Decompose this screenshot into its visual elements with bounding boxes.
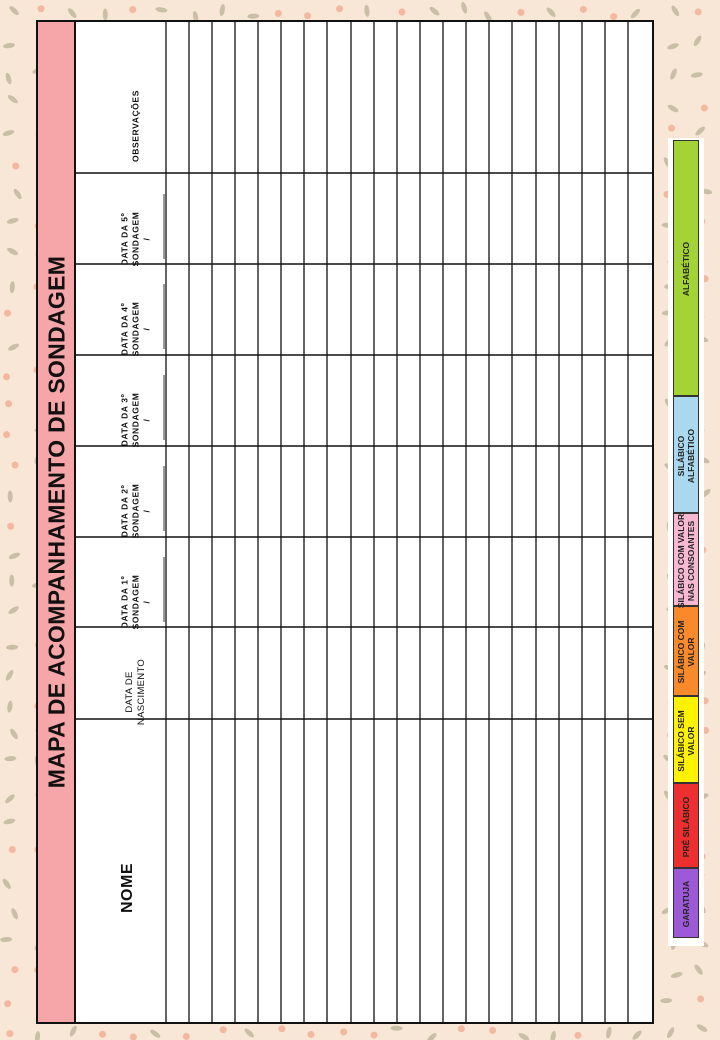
leaf-ornament — [666, 1026, 676, 1039]
dot-ornament — [489, 1027, 496, 1034]
header-s4-line2: SONDAGEM — [130, 301, 141, 357]
legend-swatch — [673, 696, 699, 783]
legend-swatch — [673, 140, 699, 396]
leaf-ornament — [545, 6, 557, 18]
header-s5-slash: / — [141, 237, 152, 241]
leaf-ornament — [5, 72, 13, 85]
leaf-ornament — [3, 818, 16, 826]
dot-ornament — [304, 12, 311, 19]
sondagem-sheet — [36, 20, 654, 1024]
leaf-ornament — [426, 1032, 438, 1040]
header-s4-slash: / — [141, 327, 152, 331]
header-s5-line2: SONDAGEM — [130, 211, 141, 267]
dot-ornament — [458, 1025, 465, 1032]
header-birth-date — [124, 659, 148, 725]
leaf-ornament — [7, 700, 14, 713]
leaf-ornament — [517, 1032, 530, 1040]
dot-ornament — [6, 1030, 13, 1037]
leaf-ornament — [4, 756, 16, 762]
dot-ornament — [278, 1025, 285, 1032]
dot-ornament — [11, 966, 18, 973]
dot-ornament — [9, 846, 16, 853]
leaf-ornament — [6, 94, 19, 105]
leaf-ornament — [2, 129, 15, 137]
leaf-ornament — [247, 13, 259, 19]
header-s1-slash: / — [141, 600, 152, 604]
leaf-ornament — [670, 5, 681, 18]
leaf-ornament — [696, 1023, 709, 1033]
dot-ornament — [3, 373, 10, 380]
header-s3-line1: DATA DA 3º — [119, 393, 130, 447]
dot-ornament — [371, 1032, 378, 1039]
dot-ornament — [4, 310, 11, 317]
legend-label — [676, 710, 696, 771]
leaf-ornament — [219, 4, 226, 17]
title-strip — [38, 22, 76, 1022]
dot-ornament — [701, 104, 708, 111]
header-s4-line1: DATA DA 4º — [119, 302, 130, 356]
dot-ornament — [307, 1031, 314, 1038]
legend-swatch — [673, 513, 699, 606]
legend-label — [681, 242, 691, 296]
header-s2-line1: DATA DA 2º — [119, 484, 130, 538]
leaf-ornament — [155, 6, 168, 13]
leaf-ornament — [694, 125, 706, 137]
legend-label-line: ALFABÉTICO — [686, 428, 696, 483]
dot-ornament — [129, 6, 136, 13]
dot-ornament — [336, 5, 343, 12]
legend-label — [676, 513, 696, 607]
header-s3-slash: / — [141, 418, 152, 422]
leaf-ornament — [9, 281, 15, 293]
leaf-ornament — [4, 793, 16, 805]
table-grid — [76, 22, 652, 1022]
leaf-ornament — [693, 963, 704, 976]
header-s1-line2: SONDAGEM — [130, 574, 141, 630]
dot-ornament — [130, 1034, 137, 1040]
page-title: MAPA DE ACOMPANHAMENTO DE SONDAGEM — [43, 255, 70, 789]
leaf-ornament — [690, 71, 703, 78]
dot-ornament — [695, 8, 702, 15]
leaf-ornament — [660, 998, 672, 1003]
dot-ornament — [12, 162, 19, 169]
legend-label — [676, 428, 696, 482]
header-s5-line1: DATA DA 5º — [119, 212, 130, 266]
dot-ornament — [399, 9, 406, 16]
header-sondagem-4 — [120, 302, 153, 357]
leaf-ornament — [667, 103, 680, 113]
dot-ornament — [697, 995, 704, 1002]
legend-swatch — [673, 606, 699, 696]
leaf-ornament — [666, 42, 679, 51]
leaf-ornament — [6, 217, 19, 225]
legend-label-line: SILÁBICO COM — [676, 620, 686, 684]
leaf-ornament — [670, 971, 683, 979]
header-s1-line1: DATA DA 1º — [119, 575, 130, 629]
dot-ornament — [183, 1033, 190, 1040]
leaf-ornament — [12, 188, 23, 201]
leaf-ornament — [34, 1031, 40, 1040]
leaf-ornament — [669, 67, 678, 80]
legend-label — [681, 881, 691, 928]
legend-swatch — [673, 868, 699, 938]
leaf-ornament — [9, 574, 14, 586]
leaf-ornament — [3, 42, 16, 49]
header-name: NOME — [119, 863, 136, 913]
dot-ornament — [340, 1028, 347, 1035]
legend-label — [676, 621, 696, 684]
dot-ornament — [220, 1026, 227, 1033]
leaf-ornament — [68, 1025, 78, 1038]
legend-label-line: VALOR — [686, 637, 696, 667]
dot-ornament — [4, 1000, 11, 1007]
leaf-ornament — [103, 8, 108, 20]
leaf-ornament — [692, 34, 703, 47]
dot-ornament — [517, 9, 524, 16]
leaf-ornament — [605, 1026, 612, 1039]
dot-ornament — [7, 523, 14, 530]
level-legend — [668, 138, 704, 946]
leaf-ornament — [7, 490, 12, 502]
leaf-ornament — [629, 8, 641, 20]
leaf-ornament — [8, 551, 21, 560]
leaf-ornament — [4, 669, 14, 682]
leaf-ornament — [7, 342, 20, 352]
leaf-ornament — [67, 7, 78, 19]
dot-ornament — [38, 5, 45, 12]
leaf-ornament — [8, 5, 20, 17]
leaf-ornament — [9, 728, 20, 741]
legend-label-line: PRÉ SILÁBICO — [681, 796, 691, 857]
leaf-ornament — [550, 1030, 557, 1040]
legend-label-line: VALOR — [686, 725, 696, 756]
leaf-ornament — [390, 1026, 402, 1031]
legend-swatch — [673, 783, 699, 868]
dot-ornament — [580, 6, 587, 13]
header-observacoes: OBSERVAÇÕES — [130, 90, 141, 162]
header-s2-slash: / — [141, 509, 152, 513]
legend-label-line: SILÁBICO — [676, 435, 686, 476]
leaf-ornament — [0, 937, 12, 943]
legend-label-line: GARATUJA — [681, 880, 691, 928]
legend-swatch — [673, 396, 699, 513]
legend-label-line: ALFABÉTICO — [681, 241, 691, 297]
leaf-ornament — [428, 5, 440, 17]
leaf-ornament — [6, 246, 19, 256]
leaf-ornament — [10, 907, 19, 920]
leaf-ornament — [460, 1, 468, 14]
leaf-ornament — [6, 644, 18, 650]
leaf-ornament — [1, 877, 12, 890]
legend-label — [681, 796, 691, 856]
header-s2-line2: SONDAGEM — [130, 483, 141, 539]
dot-ornament — [3, 431, 10, 438]
dot-ornament — [574, 1032, 581, 1039]
leaf-ornament — [243, 1027, 255, 1039]
dot-ornament — [5, 400, 12, 407]
header-birth-line2: NASCIMENTO — [136, 658, 147, 726]
leaf-ornament — [631, 1029, 643, 1040]
dot-ornament — [99, 1031, 106, 1038]
legend-label-line: SILÁBICO COM VALOR — [676, 513, 686, 608]
header-sondagem-5 — [120, 212, 153, 267]
dot-ornament — [12, 462, 19, 469]
legend-label-line: SILÁBICO SEM — [676, 709, 686, 772]
header-s3-line2: SONDAGEM — [130, 392, 141, 448]
legend-label-line: NAS CONSOANTES — [686, 520, 696, 601]
dot-ornament — [275, 10, 282, 17]
header-sondagem-2 — [120, 484, 153, 539]
header-sondagem-3 — [120, 393, 153, 448]
header-birth-line1: DATA DE — [124, 671, 135, 713]
dot-ornament — [668, 125, 675, 132]
leaf-ornament — [7, 605, 20, 616]
leaf-ornament — [149, 1028, 162, 1039]
leaf-ornament — [364, 5, 370, 17]
header-sondagem-1 — [120, 575, 153, 630]
